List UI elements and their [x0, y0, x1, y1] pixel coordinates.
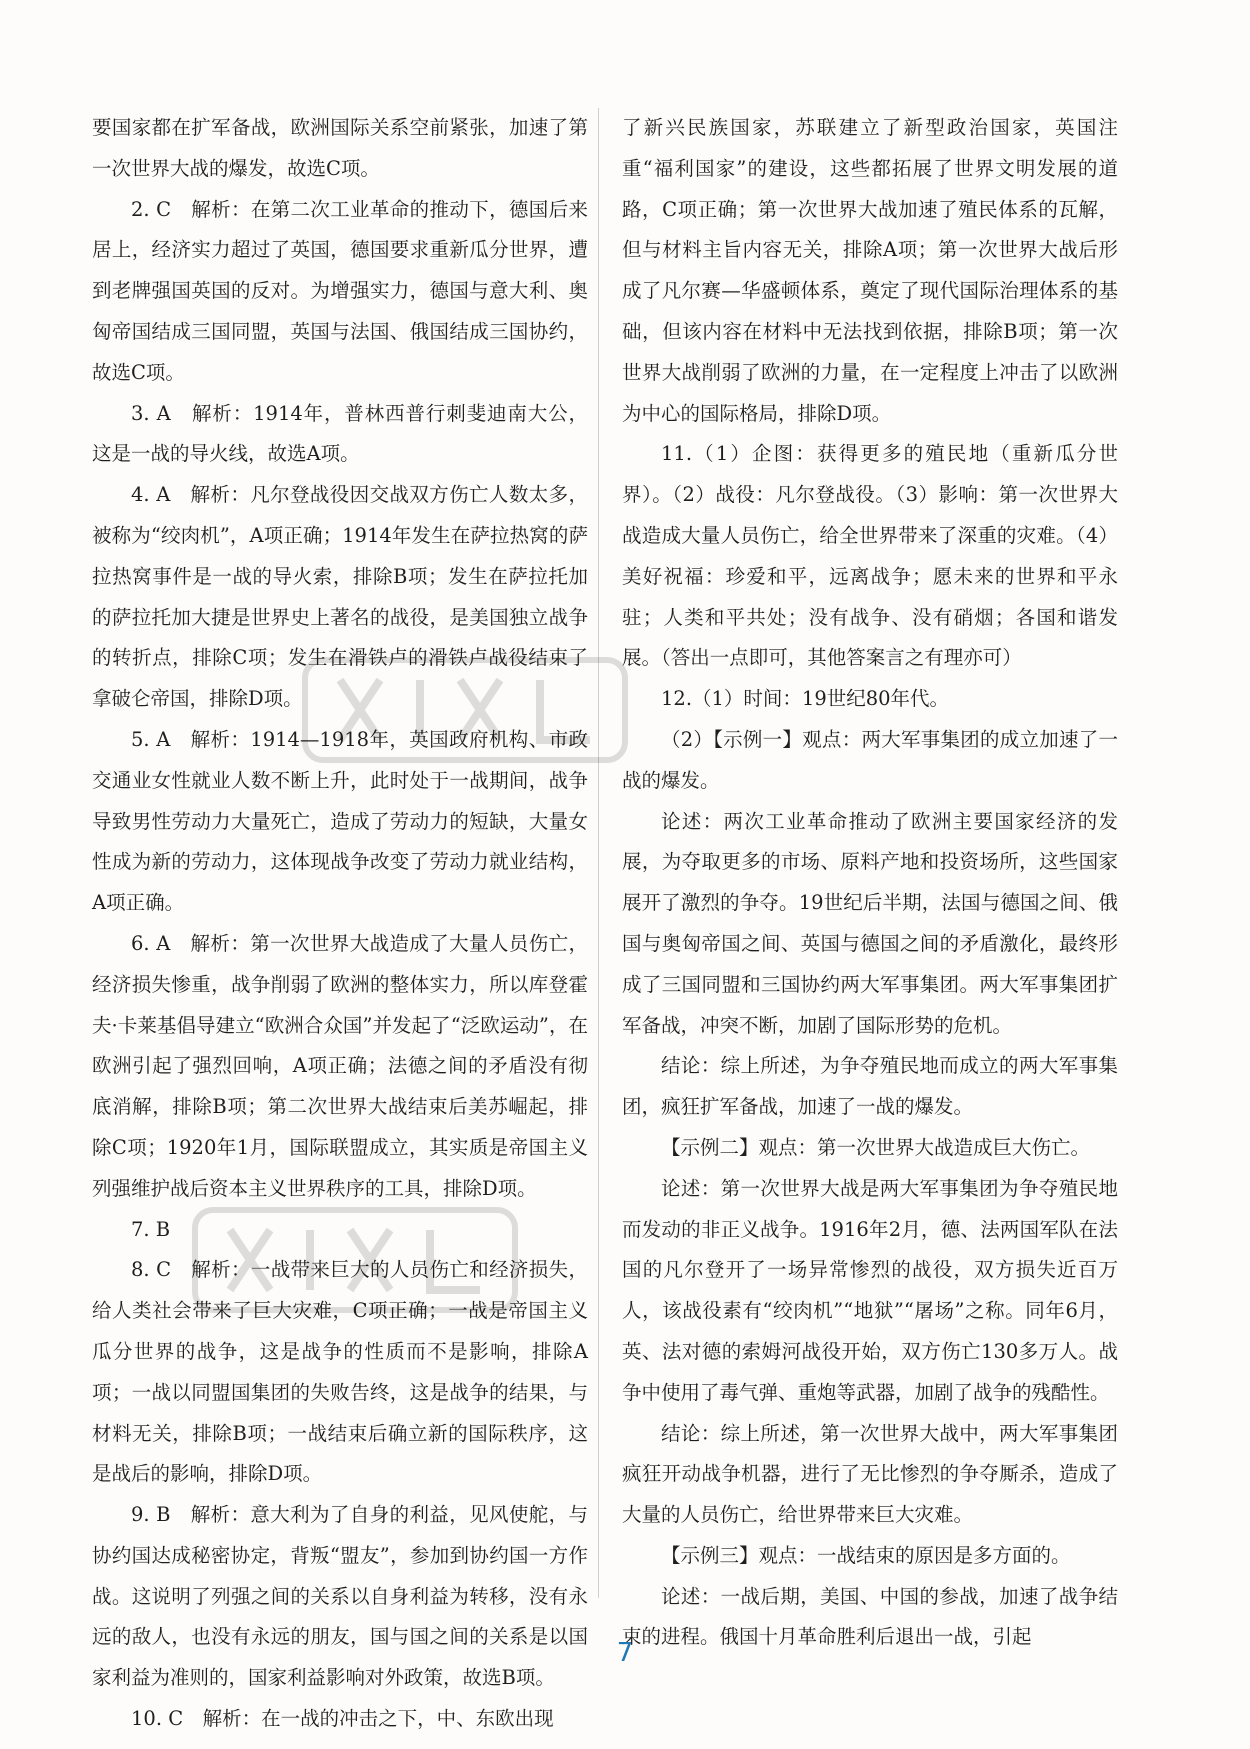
answer-10: 10. C 解析：在一战的冲击之下，中、东欧出现: [131, 1707, 554, 1731]
answer-6: 6. A 解析：第一次世界大战造成了大量人员伤亡，经济损失惨重，战争削弱了欧洲的整体实力，所以库登霍夫·卡莱基倡导建立“欧洲合众国”并发起了“泛欧运动”，在欧洲引起了强烈回响，A项正确；法德之间的矛盾没有彻底消解，排除B项；第二次世界大战结束后美苏崛起，排除C项；1920年1月，国际联盟成立，其实质是帝国主义列强维护战后资本主义世界秩序的工具，排除D项。: [92, 931, 588, 1200]
answer-4: 4. A 解析：凡尔登战役因交战双方伤亡人数太多，被称为“绞肉机”，A项正确；1914年发生在萨拉热窝的萨拉热窝事件是一战的导火索，排除B项；发生在萨拉托加的萨拉托加大捷是世界史上著名的战役，是美国独立战争的转折点，排除C项；发生在滑铁卢的滑铁卢战役结束了拿破仑帝国，排除D项。: [92, 483, 588, 711]
answer-12-example3-argument: 论述：一战后期，美国、中国的参战，加速了战争结束的进程。俄国十月革命胜利后退出一战，引起: [622, 1584, 1118, 1649]
answer-11: 11.（1）企图：获得更多的殖民地（重新瓜分世界）。（2）战役：凡尔登战役。（3）影响：第一次世界大战造成大量人员伤亡，给全世界带来了深重的灾难。（4）美好祝福：珍爱和平，远离战争；愿未来的世界和平永驻；人类和平共处；没有战争、没有硝烟；各国和谐发展。（答出一点即可，其他答案言之有理亦可）: [622, 442, 1118, 670]
page-number: 7: [616, 1638, 634, 1668]
left-column: [92, 108, 588, 1740]
answer-12-example2-conclusion: 结论：综上所述，第一次世界大战中，两大军事集团疯狂开动战争机器，进行了无比惨烈的争夺厮杀，造成了大量的人员伤亡，给世界带来巨大灾难。: [622, 1421, 1118, 1527]
answer-12-example1-view: （2）【示例一】观点：两大军事集团的成立加速了一战的爆发。: [622, 727, 1118, 792]
answer-12-example3-view: 【示例三】观点：一战结束的原因是多方面的。: [661, 1543, 1071, 1567]
answer-8: 8. C 解析：一战带来巨大的人员伤亡和经济损失，给人类社会带来了巨大灾难，C项正确；一战是帝国主义瓜分世界的战争，这是战争的性质而不是影响，排除A项；一战以同盟国集团的失败告终，这是战争的结果，与材料无关，排除B项；一战结束后确立新的国际秩序，这是战后的影响，排除D项。: [92, 1258, 588, 1486]
answer-12-part1: 12.（1）时间：19世纪80年代。: [661, 687, 950, 711]
answer-3: 3. A 解析：1914年，普林西普行刺斐迪南大公，这是一战的导火线，故选A项。: [92, 401, 588, 466]
right-column: [622, 108, 1118, 1658]
answer-10-continued: 了新兴民族国家，苏联建立了新型政治国家，英国注重“福利国家”的建设，这些都拓展了世界文明发展的道路，C项正确；第一次世界大战加速了殖民体系的瓦解，但与材料主旨内容无关，排除A项；第一次世界大战后形成了凡尔赛—华盛顿体系，奠定了现代国际治理体系的基础，但该内容在材料中无法找到依据，排除B项；第一次世界大战削弱了欧洲的力量，在一定程度上冲击了以欧洲为中心的国际格局，排除D项。: [622, 116, 1118, 425]
answer-2: 2. C 解析：在第二次工业革命的推动下，德国后来居上，经济实力超过了英国，德国要求重新瓜分世界，遭到老牌强国英国的反对。为增强实力，德国与意大利、奥匈帝国结成三国同盟，英国与法国、俄国结成三国协约，故选C项。: [92, 197, 588, 384]
answer-9: 9. B 解析：意大利为了自身的利益，见风使舵，与协约国达成秘密协定，背叛“盟友”，参加到协约国一方作战。这说明了列强之间的关系以自身利益为转移，没有永远的敌人，也没有永远的朋友，国与国之间的关系是以国家利益为准则的，国家利益影响对外政策，故选B项。: [92, 1503, 588, 1690]
answer-7: 7. B: [131, 1217, 171, 1241]
answer-12-example1-argument: 论述：两次工业革命推动了欧洲主要国家经济的发展，为夺取更多的市场、原料产地和投资场所，这些国家展开了激烈的争夺。19世纪后半期，法国与德国之间、俄国与奥匈帝国之间、英国与德国之间的矛盾激化，最终形成了三国同盟和三国协约两大军事集团。两大军事集团扩军备战，冲突不断，加剧了国际形势的危机。: [622, 809, 1118, 1037]
answer-12-example2-view: 【示例二】观点：第一次世界大战造成巨大伤亡。: [661, 1135, 1091, 1159]
paragraph-continued: 要国家都在扩军备战，欧洲国际关系空前紧张，加速了第一次世界大战的爆发，故选C项。: [92, 116, 588, 180]
answer-12-example1-conclusion: 结论：综上所述，为争夺殖民地而成立的两大军事集团，疯狂扩军备战，加速了一战的爆发。: [622, 1054, 1118, 1119]
watermark-shape-2: [190, 1200, 520, 1320]
column-divider: [598, 108, 599, 1598]
answer-12-example2-argument: 论述：第一次世界大战是两大军事集团为争夺殖民地而发动的非正义战争。1916年2月，德、法两国军队在法国的凡尔登开了一场异常惨烈的战役，双方损失近百万人，该战役素有“绞肉机”“地狱”“屠场”之称。同年6月，英、法对德的索姆河战役开始，双方伤亡130多万人。战争中使用了毒气弹、重炮等武器，加剧了战争的残酷性。: [622, 1176, 1118, 1404]
answer-5: 5. A 解析：1914—1918年，英国政府机构、市政交通业女性就业人数不断上升，此时处于一战期间，战争导致男性劳动力大量死亡，造成了劳动力的短缺，大量女性成为新的劳动力，这体现战争改变了劳动力就业结构，A项正确。: [92, 727, 588, 915]
watermark-shape: [300, 650, 630, 770]
